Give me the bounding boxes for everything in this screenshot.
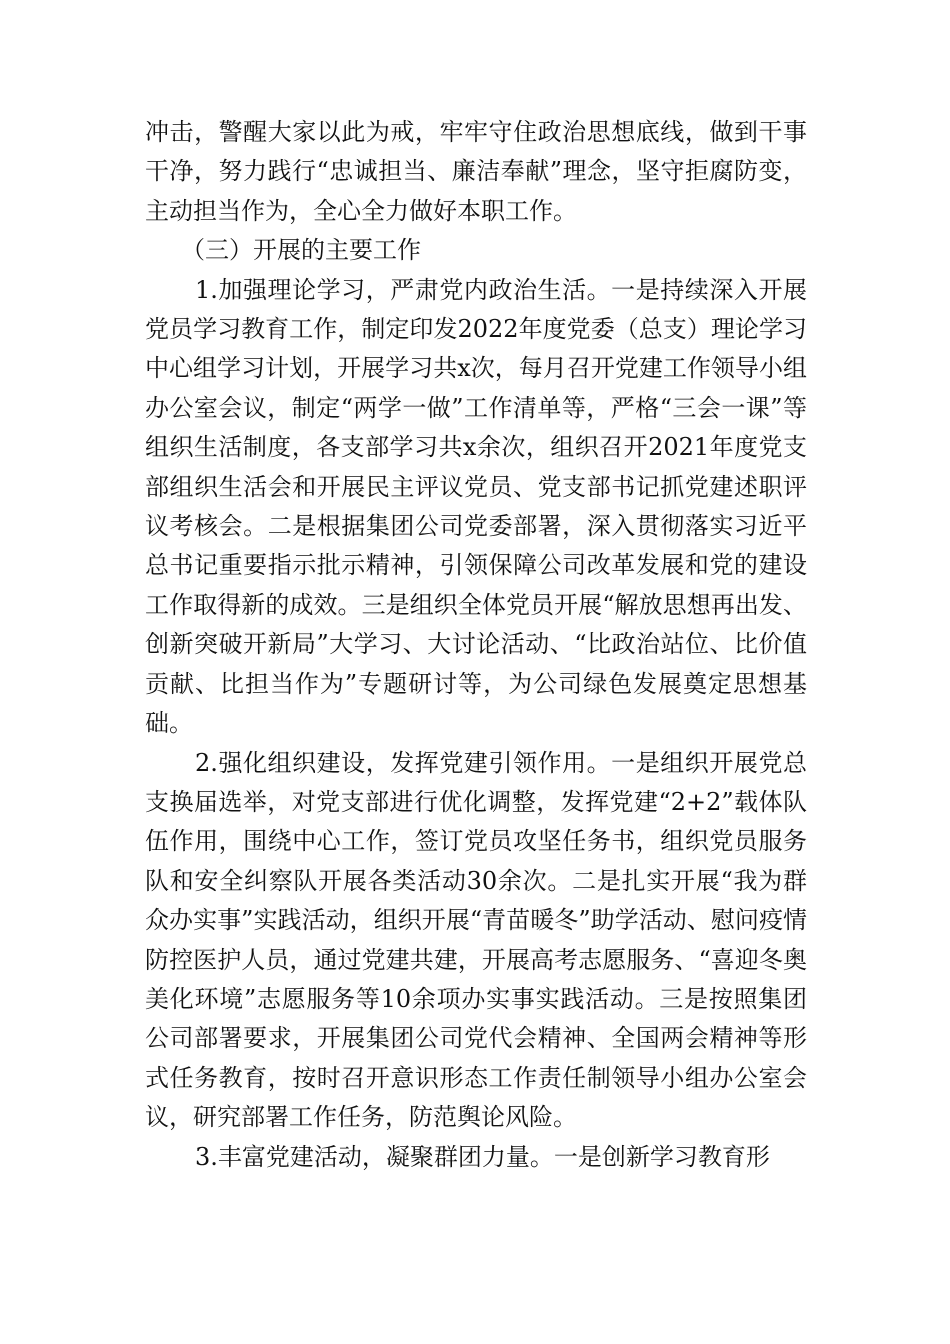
paragraph-continuation: 冲击，警醒大家以此为戒，牢牢守住政治思想底线，做到干事干净，努力践行“忠诚担当、廉洁奉献”理念，坚守拒腐防变，主动担当作为，全心全力做好本职工作。 [145, 118, 807, 225]
list-item-3: 3.丰富党建活动，凝聚群团力量。一是创新学习教育形 [195, 1142, 770, 1171]
section-heading: （三）开展的主要工作 [181, 236, 421, 265]
list-item-1: 1.加强理论学习，严肃党内政治生活。一是持续深入开展党员学习教育工作，制定印发2022年度党委（总支）理论学习中心组学习计划，开展学习共x次，每月召开党建工作领导小组办公室会议，制定“两学一做”工作清单等，严格“三会一课”等组织生活制度，各支部学习共x余次，组织召开2021年度党支部组织生活会和开展民主评议党员、党支部书记抓党建述职评议考核会。二是根据集团公司党委部署，深入贯彻落实习近平总书记重要指示批示精神，引领保障公司改革发展和党的建设工作取得新的成效。三是组织全体党员开展“解放思想再出发、创新突破开新局”大学习、大讨论活动、“比政治站位、比价值贡献、比担当作为”专题研讨等，为公司绿色发展奠定思想基础。 [145, 275, 807, 738]
document-body [145, 113, 815, 1177]
list-item-2: 2.强化组织建设，发挥党建引领作用。一是组织开展党总支换届选举，对党支部进行优化调整，发挥党建“2+2”载体队伍作用，围绕中心工作，签订党员攻坚任务书，组织党员服务队和安全纠察队开展各类活动30余次。二是扎实开展“我为群众办实事”实践活动，组织开展“青苗暖冬”助学活动、慰问疫情防控医护人员，通过党建共建，开展高考志愿服务、“喜迎冬奥 美化环境”志愿服务等10余项办实事实践活动。三是按照集团公司部署要求，开展集团公司党代会精神、全国两会精神等形式任务教育，按时召开意识形态工作责任制领导小组办公室会议，研究部署工作任务，防范舆论风险。 [145, 748, 815, 1132]
